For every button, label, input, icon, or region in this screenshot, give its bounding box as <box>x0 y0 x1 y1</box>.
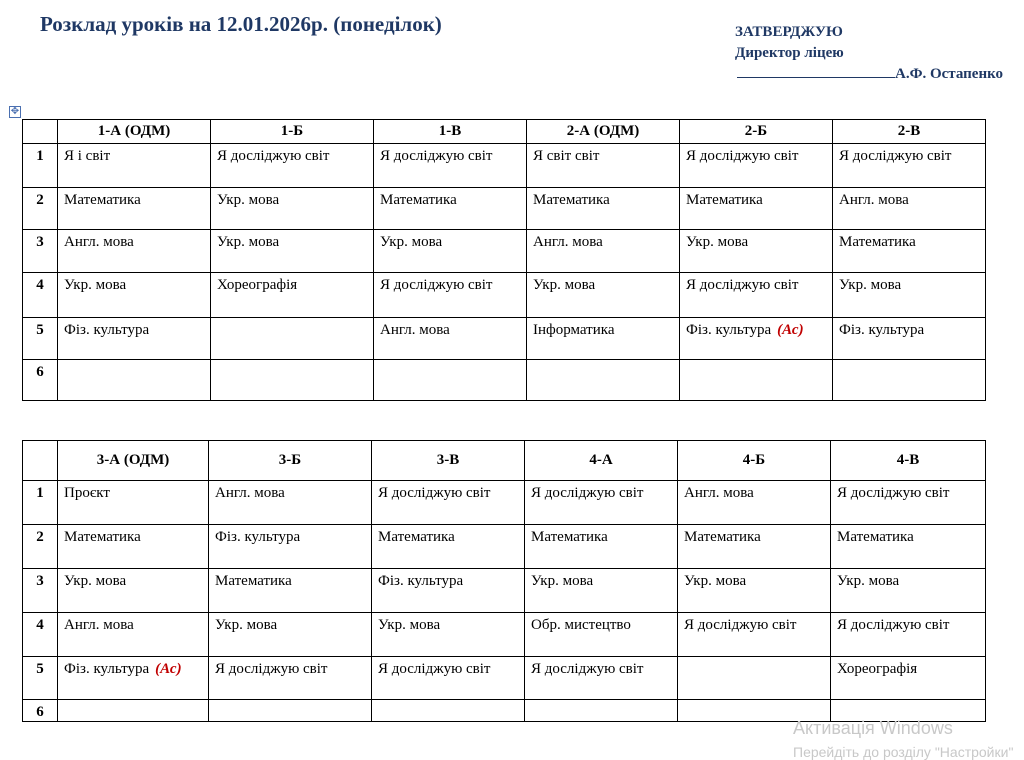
lesson-cell[interactable] <box>374 273 527 318</box>
lesson-cell[interactable] <box>58 569 209 613</box>
header-corner-cell <box>23 441 58 481</box>
lesson-number: 6 <box>23 360 58 401</box>
class-header: 4-Б <box>678 441 831 481</box>
lesson-number: 3 <box>23 230 58 273</box>
watermark-line-1: Активація Windows <box>793 718 953 738</box>
approval-role: Директор ліцею <box>735 45 844 61</box>
lesson-cell[interactable] <box>58 360 211 401</box>
class-header: 2-В <box>833 120 986 144</box>
lesson-cell[interactable] <box>374 230 527 273</box>
subject-name: Англ. мова <box>684 485 754 501</box>
subject-name: Я досліджую світ <box>531 661 644 677</box>
lesson-cell[interactable] <box>833 188 986 230</box>
lesson-cell[interactable] <box>833 144 986 188</box>
lesson-cell[interactable] <box>525 613 678 657</box>
subject-name: Англ. мова <box>64 617 134 633</box>
subject-name: Я досліджую світ <box>837 485 950 501</box>
table-move-handle-icon[interactable]: ✥ <box>10 106 20 117</box>
lesson-cell[interactable] <box>209 613 372 657</box>
lesson-cell[interactable] <box>680 188 833 230</box>
lesson-cell[interactable] <box>831 525 986 569</box>
subject-name: Я досліджую світ <box>215 661 328 677</box>
subject-name: Я досліджую світ <box>531 485 644 501</box>
subject-name: Математика <box>64 192 141 208</box>
lesson-number: 1 <box>23 481 58 525</box>
table-header-row <box>23 120 986 144</box>
lesson-cell[interactable] <box>678 525 831 569</box>
subject-name: Фіз. культура <box>64 322 150 338</box>
lesson-cell[interactable] <box>525 569 678 613</box>
lesson-cell[interactable] <box>209 481 372 525</box>
lesson-cell[interactable] <box>831 569 986 613</box>
lesson-number: 2 <box>23 525 58 569</box>
subject-name: Англ. мова <box>380 322 450 338</box>
subject-name: Укр. мова <box>217 234 280 250</box>
lesson-cell[interactable] <box>374 144 527 188</box>
lesson-cell[interactable] <box>209 700 372 722</box>
class-header: 1-А (ОДМ) <box>58 120 211 144</box>
lesson-cell[interactable] <box>680 230 833 273</box>
lesson-cell[interactable] <box>211 360 374 401</box>
lesson-cell[interactable] <box>527 188 680 230</box>
subject-name: Обр. мистецтво <box>531 617 631 633</box>
lesson-cell[interactable] <box>525 481 678 525</box>
subject-name: Математика <box>533 192 610 208</box>
subject-name: Математика <box>215 573 292 589</box>
signature-line <box>737 64 895 78</box>
subject-name: Математика <box>531 529 608 545</box>
lesson-cell[interactable] <box>58 657 209 700</box>
class-header: 1-В <box>374 120 527 144</box>
subject-name: Укр. мова <box>215 617 278 633</box>
subject-name: Я досліджую світ <box>378 661 491 677</box>
subject-name: Я досліджую світ <box>217 148 330 164</box>
subject-name: Фіз. культура <box>215 529 301 545</box>
lesson-cell[interactable] <box>209 657 372 700</box>
lesson-cell[interactable] <box>58 230 211 273</box>
subject-name: Математика <box>686 192 763 208</box>
lesson-cell[interactable] <box>372 481 525 525</box>
lesson-cell[interactable] <box>525 525 678 569</box>
lesson-row <box>23 273 986 318</box>
class-header: 2-Б <box>680 120 833 144</box>
subject-name: Я досліджую світ <box>378 485 491 501</box>
subject-name: Укр. мова <box>533 277 596 293</box>
lesson-cell[interactable] <box>211 273 374 318</box>
schedule-table-grades-3-4 <box>22 440 986 722</box>
subject-name: Я досліджую світ <box>380 148 493 164</box>
subject-name: Математика <box>839 234 916 250</box>
lesson-cell[interactable] <box>211 144 374 188</box>
approval-block <box>735 22 1003 85</box>
lesson-number: 6 <box>23 700 58 722</box>
schedule-table-grades-1-2 <box>22 119 986 401</box>
class-header: 2-А (ОДМ) <box>527 120 680 144</box>
subject-name: Фіз. культура <box>686 322 772 338</box>
subject-name: Проєкт <box>64 485 110 501</box>
lesson-number: 4 <box>23 273 58 318</box>
lesson-cell[interactable] <box>211 318 374 360</box>
class-header: 4-В <box>831 441 986 481</box>
subject-name: Інформатика <box>533 322 615 338</box>
subject-name: Укр. мова <box>839 277 902 293</box>
subject-name: Англ. мова <box>215 485 285 501</box>
subject-name: Я досліджую світ <box>686 148 799 164</box>
subject-name: Хореографія <box>837 661 918 677</box>
lesson-cell[interactable] <box>678 613 831 657</box>
class-header: 1-Б <box>211 120 374 144</box>
subject-name: Я досліджую світ <box>839 148 952 164</box>
lesson-cell[interactable] <box>833 230 986 273</box>
lesson-cell[interactable] <box>211 188 374 230</box>
lesson-cell[interactable] <box>374 318 527 360</box>
lesson-cell[interactable] <box>372 525 525 569</box>
lesson-number: 4 <box>23 613 58 657</box>
subject-name: Укр. мова <box>378 617 441 633</box>
page-title: Розклад уроків на 12.01.2026р. (понеділок) <box>40 12 442 36</box>
lesson-cell[interactable] <box>209 525 372 569</box>
lesson-cell[interactable] <box>833 360 986 401</box>
subject-name: Фіз. культура <box>64 661 150 677</box>
lesson-row <box>23 360 986 401</box>
lesson-cell[interactable] <box>372 569 525 613</box>
subject-name: Математика <box>378 529 455 545</box>
class-header: 3-Б <box>209 441 372 481</box>
subject-name: Фіз. культура <box>378 573 464 589</box>
lesson-cell[interactable] <box>374 360 527 401</box>
subject-name: Математика <box>684 529 761 545</box>
lesson-cell[interactable] <box>58 144 211 188</box>
lesson-cell[interactable] <box>374 188 527 230</box>
lesson-cell[interactable] <box>678 481 831 525</box>
subject-name: Укр. мова <box>684 573 747 589</box>
lesson-cell[interactable] <box>58 273 211 318</box>
subject-name: Англ. мова <box>64 234 134 250</box>
lesson-cell[interactable] <box>831 613 986 657</box>
assistant-mark: (Ас) <box>777 322 804 338</box>
approval-title: ЗАТВЕРДЖУЮ <box>735 24 843 40</box>
lesson-row <box>23 188 986 230</box>
lesson-cell[interactable] <box>831 481 986 525</box>
lesson-cell[interactable] <box>833 273 986 318</box>
lesson-cell[interactable] <box>833 318 986 360</box>
lesson-cell[interactable] <box>527 318 680 360</box>
lesson-row <box>23 230 986 273</box>
lesson-row <box>23 481 986 525</box>
lesson-cell[interactable] <box>58 700 209 722</box>
subject-name: Я досліджую світ <box>684 617 797 633</box>
lesson-row <box>23 144 986 188</box>
header-corner-cell <box>23 120 58 144</box>
subject-name: Фіз. культура <box>839 322 925 338</box>
subject-name: Укр. мова <box>837 573 900 589</box>
lesson-cell[interactable] <box>58 318 211 360</box>
lesson-cell[interactable] <box>831 657 986 700</box>
lesson-cell[interactable] <box>680 318 833 360</box>
lesson-cell[interactable] <box>525 700 678 722</box>
subject-name: Математика <box>64 529 141 545</box>
lesson-number: 1 <box>23 144 58 188</box>
subject-name: Я досліджую світ <box>380 277 493 293</box>
lesson-cell[interactable] <box>678 569 831 613</box>
watermark-line-2: Перейдіть до розділу "Настройки" <box>793 744 1014 760</box>
subject-name: Укр. мова <box>380 234 443 250</box>
subject-name: Математика <box>837 529 914 545</box>
lesson-cell[interactable] <box>680 273 833 318</box>
lesson-cell[interactable] <box>58 613 209 657</box>
class-header: 3-А (ОДМ) <box>58 441 209 481</box>
lesson-cell[interactable] <box>527 360 680 401</box>
subject-name: Хореографія <box>217 277 298 293</box>
lesson-cell[interactable] <box>372 700 525 722</box>
subject-name: Англ. мова <box>839 192 909 208</box>
lesson-cell[interactable] <box>527 144 680 188</box>
lesson-cell[interactable] <box>527 230 680 273</box>
subject-name: Укр. мова <box>217 192 280 208</box>
lesson-cell[interactable] <box>680 360 833 401</box>
assistant-mark: (Ас) <box>155 661 182 677</box>
subject-name: Математика <box>380 192 457 208</box>
approval-signature <box>735 64 1003 85</box>
windows-activation-watermark <box>793 718 1013 760</box>
subject-name: Англ. мова <box>533 234 603 250</box>
lesson-cell[interactable] <box>680 144 833 188</box>
lesson-cell[interactable] <box>211 230 374 273</box>
lesson-number: 2 <box>23 188 58 230</box>
lesson-cell[interactable] <box>58 188 211 230</box>
lesson-cell[interactable] <box>527 273 680 318</box>
lesson-row <box>23 318 986 360</box>
lesson-row <box>23 613 986 657</box>
lesson-cell[interactable] <box>372 613 525 657</box>
subject-name: Укр. мова <box>531 573 594 589</box>
subject-name: Укр. мова <box>64 573 127 589</box>
lesson-cell[interactable] <box>372 657 525 700</box>
table-header-row <box>23 441 986 481</box>
lesson-row <box>23 525 986 569</box>
class-header: 3-В <box>372 441 525 481</box>
subject-name: Я світ світ <box>533 148 600 164</box>
subject-name: Укр. мова <box>686 234 749 250</box>
lesson-cell[interactable] <box>525 657 678 700</box>
lesson-number: 5 <box>23 318 58 360</box>
subject-name: Я досліджую світ <box>686 277 799 293</box>
approval-name: А.Ф. Остапенко <box>895 66 1004 82</box>
lesson-cell[interactable] <box>209 569 372 613</box>
lesson-number: 3 <box>23 569 58 613</box>
class-header: 4-А <box>525 441 678 481</box>
lesson-row <box>23 569 986 613</box>
subject-name: Я і світ <box>64 148 111 164</box>
lesson-cell[interactable] <box>58 481 209 525</box>
subject-name: Я досліджую світ <box>837 617 950 633</box>
lesson-cell[interactable] <box>678 657 831 700</box>
subject-name: Укр. мова <box>64 277 127 293</box>
lesson-number: 5 <box>23 657 58 700</box>
lesson-row <box>23 657 986 700</box>
lesson-cell[interactable] <box>58 525 209 569</box>
